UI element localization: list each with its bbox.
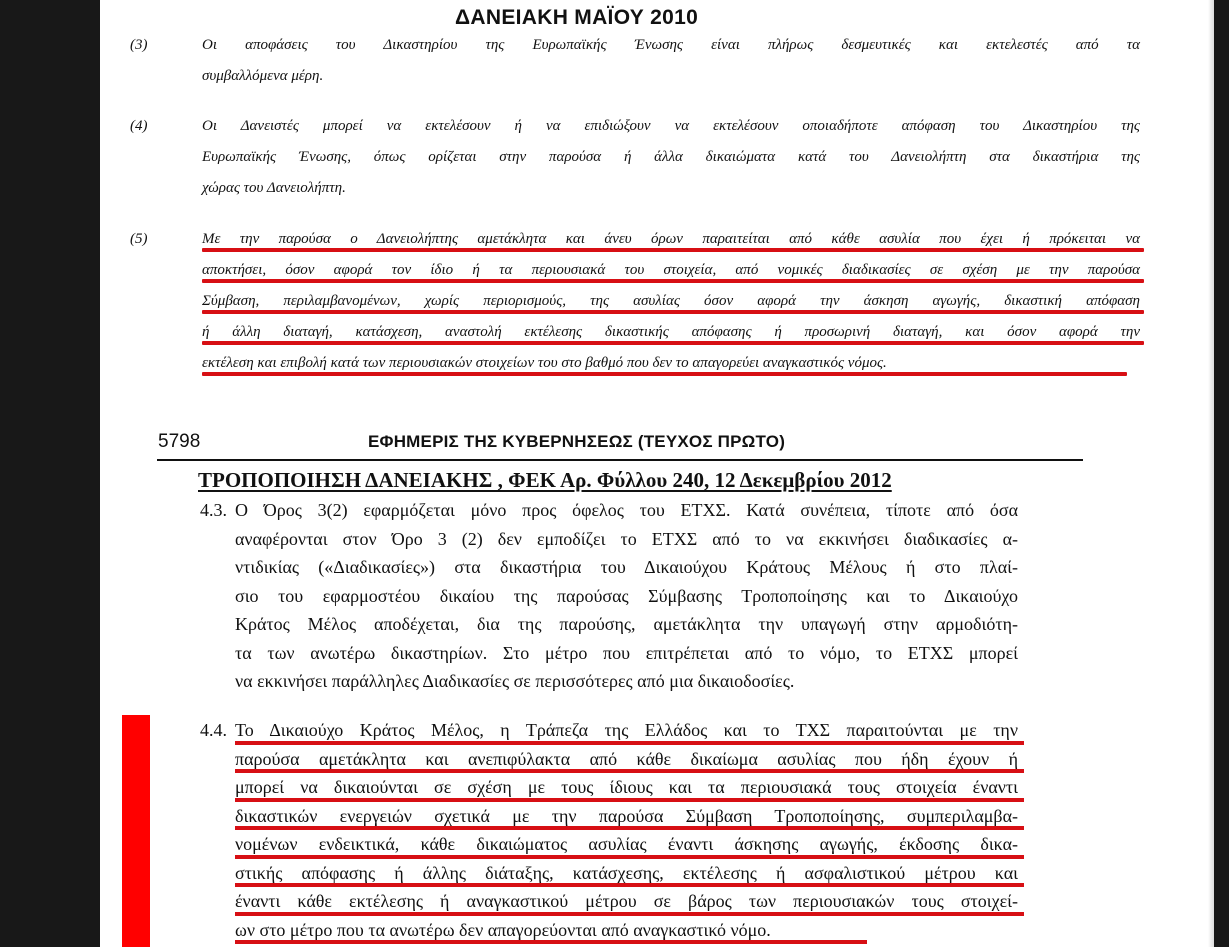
highlighted-line: στικής απόφασης ή άλλης διάταξης, κατάσχεσης, εκτέλεσης ή ασφαλιστικού μέτρου και	[235, 859, 1018, 888]
highlighted-line: Με την παρούσα ο Δανειολήπτης αμετάκλητα και άνευ όρων παραιτείται από κάθε ασυλία που έχει ή πρόκειται να	[202, 224, 1140, 255]
clause-number: 4.4.	[200, 720, 227, 740]
loan-2010-title: ΔΑΝΕΙΑΚΗ ΜΑΪΟΥ 2010	[455, 6, 699, 29]
highlighted-line: παρούσα αμετάκλητα και ανεπιφύλακτα από κάθε δικαίωμα ασυλίας που ήδη έχουν ή	[235, 745, 1018, 774]
clause-line: ντιδικίας («Διαδικασίες») στα δικαστήρια του Δικαιούχου Κράτους Μέλους ή στο πλαί-	[235, 557, 1018, 577]
document-page	[100, 0, 1214, 947]
section-line: χώρας του Δανειολήπτη.	[202, 180, 346, 196]
highlighted-line: δικαστικών ενεργειών σχετικά με την παρούσα Σύμβαση Τροποποίησης, συμπεριλαμβα-	[235, 802, 1018, 831]
clause-number: 4.3.	[200, 500, 227, 520]
left-frame	[0, 0, 100, 947]
section-number: (4)	[130, 118, 148, 134]
highlighted-line: Το Δικαιούχο Κράτος Μέλος, η Τράπεζα της Ελλάδος και το ΤΧΣ παραιτούνται με την	[235, 716, 1018, 745]
section-line: Οι Δανειστές μπορεί να εκτελέσουν ή να επιδιώξουν να εκτελέσουν οποιαδήποτε απόφαση του Δικαστηρίου της	[202, 118, 1140, 134]
highlighted-line: μπορεί να δικαιούνται σε σχέση με τους ίδιους και τα περιουσιακά τους στοιχεία έναντι	[235, 773, 1018, 802]
section-number: (3)	[130, 37, 148, 53]
section-number: (5)	[130, 231, 148, 247]
clause-line: Κράτος Μέλος αποδέχεται, δια της παρούσης, αμετάκλητα την υπαγωγή στην αρμοδιότη-	[235, 614, 1018, 634]
gazette-title: ΕΦΗΜΕΡΙΣ ΤΗΣ ΚΥΒΕΡΝΗΣΕΩΣ (ΤΕΥΧΟΣ ΠΡΩΤΟ)	[368, 432, 786, 451]
highlighted-line: έναντι κάθε εκτέλεσης ή αναγκαστικού μέτρου σε βάρος των περιουσιακών τους στοιχεί-	[235, 887, 1018, 916]
highlighted-line: Σύμβαση, περιλαμβανομένων, χωρίς περιορισμούς, της ασυλίας όσον αφορά την άσκηση αγωγής, δικαστική απόφαση	[202, 286, 1140, 317]
right-frame	[1214, 0, 1229, 947]
gazette-page-number: 5798	[158, 431, 201, 452]
section-line: Ευρωπαϊκής Ένωσης, όπως ορίζεται στην παρούσα ή άλλα δικαιώματα κατά του Δανειολήπτη στα δικαστήρια της	[202, 149, 1140, 165]
highlighted-line: νομένων ενδεικτικά, κάθε δικαιώματος ασυλίας έναντι άσκησης αγωγής, έκδοσης δικα-	[235, 830, 1018, 859]
clause-line: να εκκινήσει παράλληλες Διαδικασίες σε περισσότερες από μια δικαιοδοσίες.	[235, 671, 795, 691]
clause-line: σιο του εφαρμοστέου δικαίου της παρούσας Σύμβασης Τροποποίησης και το Δικαιούχο	[235, 585, 1018, 606]
clause-line: τα των ανωτέρω δικαστηρίων. Στο μέτρο που επιτρέπεται από το νόμο, το ΕΤΧΣ μπορεί	[235, 642, 1018, 663]
clause-line: Ο Όρος 3(2) εφαρμόζεται μόνο προς όφελος του ΕΤΧΣ. Κατά συνέπεια, τίποτε από όσα	[235, 500, 1018, 520]
highlighted-line: εκτέλεση και επιβολή κατά των περιουσιακών στοιχείων του στο βαθμό που δεν το απαγορεύει αναγκαστικός νόμος.	[202, 348, 1140, 379]
amendment-title: ΤΡΟΠΟΠΟΙΗΣΗ ΔΑΝΕΙΑΚΗΣ , ΦΕΚ Αρ. Φύλλου 240, 12 Δεκεμβρίου 2012	[198, 468, 892, 492]
section-line: Οι αποφάσεις του Δικαστηρίου της Ευρωπαϊκής Ένωσης είναι πλήρως δεσμευτικές και εκτελεστές από τα	[202, 37, 1140, 53]
clause-line: αναφέρονται στον Όρο 3 (2) δεν εμποδίζει το ΕΤΧΣ από το να εκκινήσει διαδικασίες α-	[235, 528, 1018, 549]
red-marker-bar	[122, 715, 150, 947]
highlighted-line: ή άλλη διαταγή, κατάσχεση, αναστολή εκτέλεσης δικαστικής απόφασης ή προσωρινή διαταγή, και όσον αφορά την	[202, 317, 1140, 348]
page-edge-shadow	[1208, 0, 1214, 947]
section-line: συμβαλλόμενα μέρη.	[202, 68, 324, 84]
highlighted-line: αποκτήσει, όσον αφορά τον ίδιο ή τα περιουσιακά του στοιχεία, από νομικές διαδικασίες σε σχέση με την παρούσα	[202, 255, 1140, 286]
highlighted-line: ων στο μέτρο που τα ανωτέρω δεν απαγορεύονται από αναγκαστικό νόμο.	[235, 916, 1018, 945]
header-rule	[157, 459, 1083, 461]
